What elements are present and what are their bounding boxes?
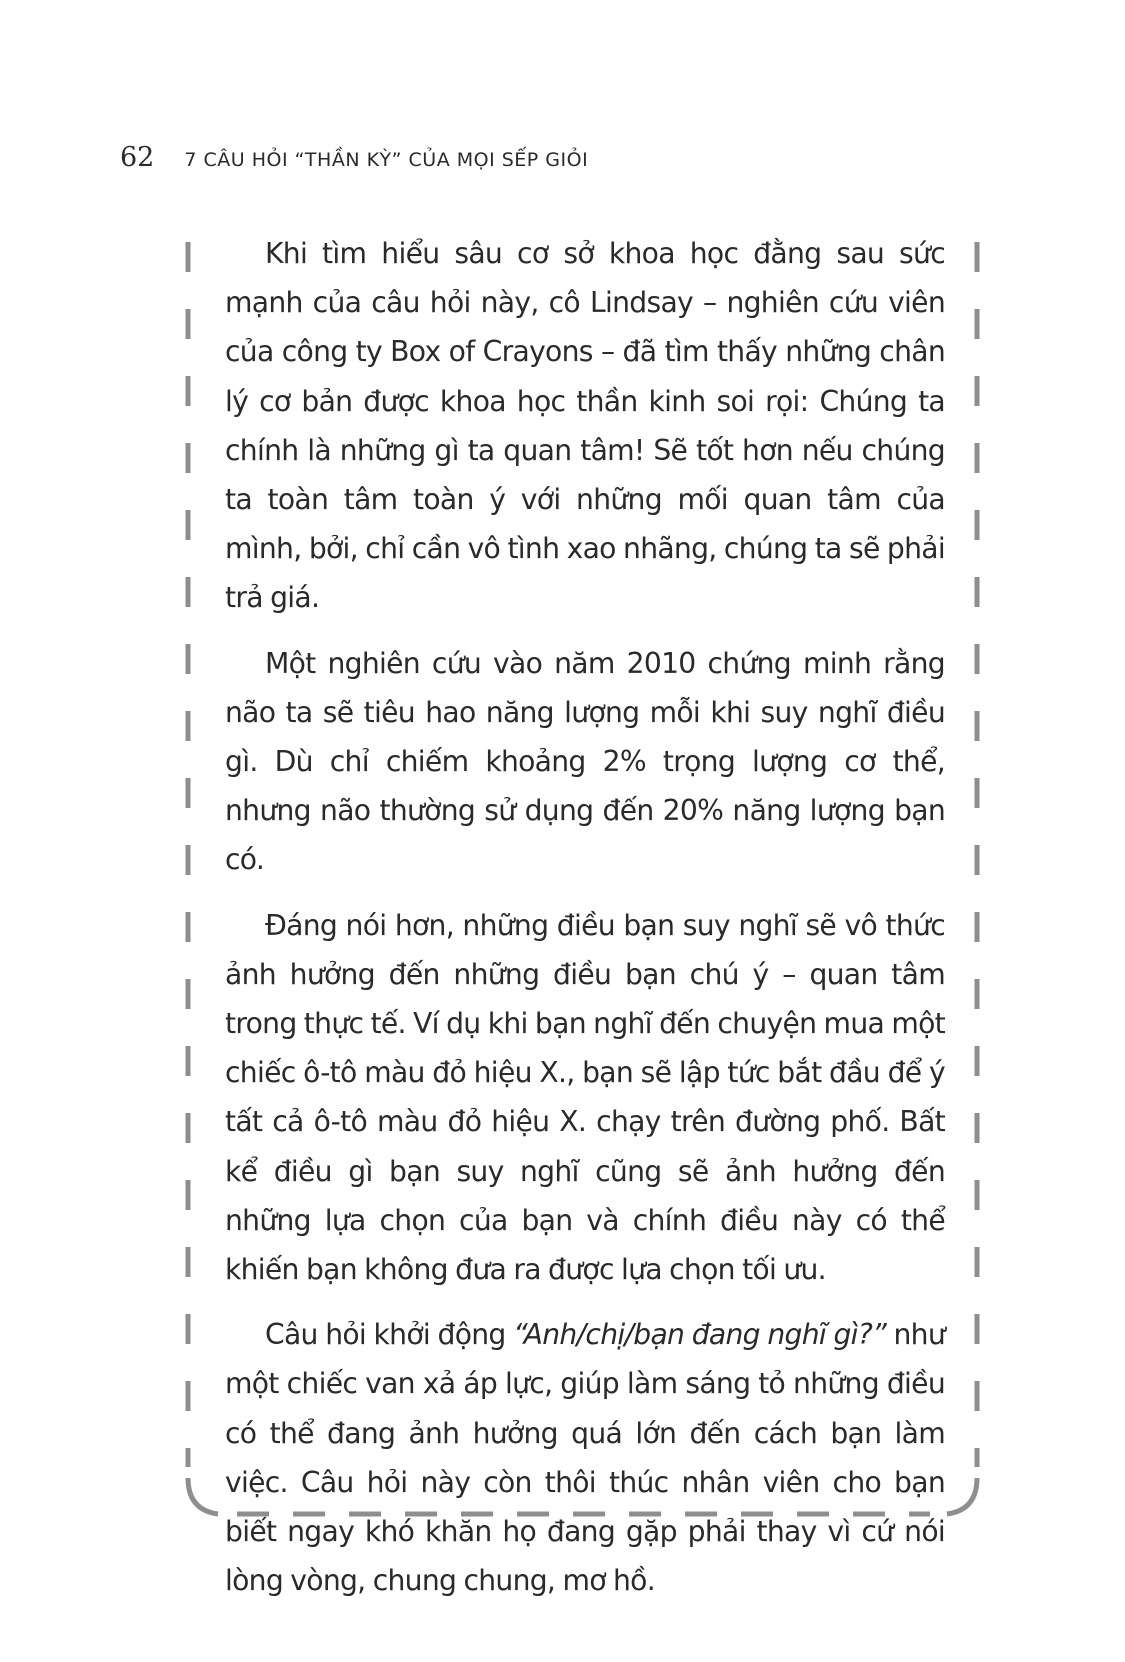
paragraph-4-rest: như một chiếc van xả áp lực, giúp làm sáng tỏ những điều có thể đang ảnh hưởng quá lớn đến cách bạn làm việc. Câu hỏi này còn thôi thúc nhân viên cho bạn biết ngay khó khăn họ đang gặp phải thay vì cứ nói lòng vòng, chung chung, mơ hồ. (225, 1318, 945, 1598)
page-header (120, 142, 588, 182)
paragraph-3: Đáng nói hơn, những điều bạn suy nghĩ sẽ vô thức ảnh hưởng đến những điều bạn chú ý – quan tâm trong thực tế. Ví dụ khi bạn nghĩ đến chuyện mua một chiếc ô-tô màu đỏ hiệu X., bạn sẽ lập tức bắt đầu để ý tất cả ô-tô màu đỏ hiệu X. chạy trên đường phố. Bất kể điều gì bạn suy nghĩ cũng sẽ ảnh hưởng đến những lựa chọn của bạn và chính điều này có thể khiến bạn không đưa ra được lựa chọn tối ưu. (225, 908, 945, 1287)
paragraph-4-lead: Câu hỏi khởi động (265, 1318, 514, 1352)
paragraph-4 (225, 1310, 945, 1605)
page-number: 62 (120, 142, 155, 173)
paragraph-1: Khi tìm hiểu sâu cơ sở khoa học đằng sau sức mạnh của câu hỏi này, cô Lindsay – nghiên cứu viên của công ty Box of Crayons – đã tìm thấy những chân lý cơ bản được khoa học thần kinh soi rọi: Chúng ta chính là những gì ta quan tâm! Sẽ tốt hơn nếu chúng ta toàn tâm toàn ý với những mối quan tâm của mình, bởi, chỉ cần vô tình xao nhãng, chúng ta sẽ phải trả giá. (225, 237, 945, 615)
paragraph-2: Một nghiên cứu vào năm 2010 chứng minh rằng não ta sẽ tiêu hao năng lượng mỗi khi suy nghĩ điều gì. Dù chỉ chiếm khoảng 2% trọng lượng cơ thể, nhưng não thường sử dụng đến 20% năng lượng bạn có. (225, 646, 945, 877)
italic-question-quote: “Anh/chị/bạn đang nghĩ gì?” (513, 1318, 886, 1352)
body-text (225, 229, 945, 1605)
running-title: 7 CÂU HỎI “THẦN KỲ” CỦA MỌI SẾP GIỎI (184, 149, 589, 171)
